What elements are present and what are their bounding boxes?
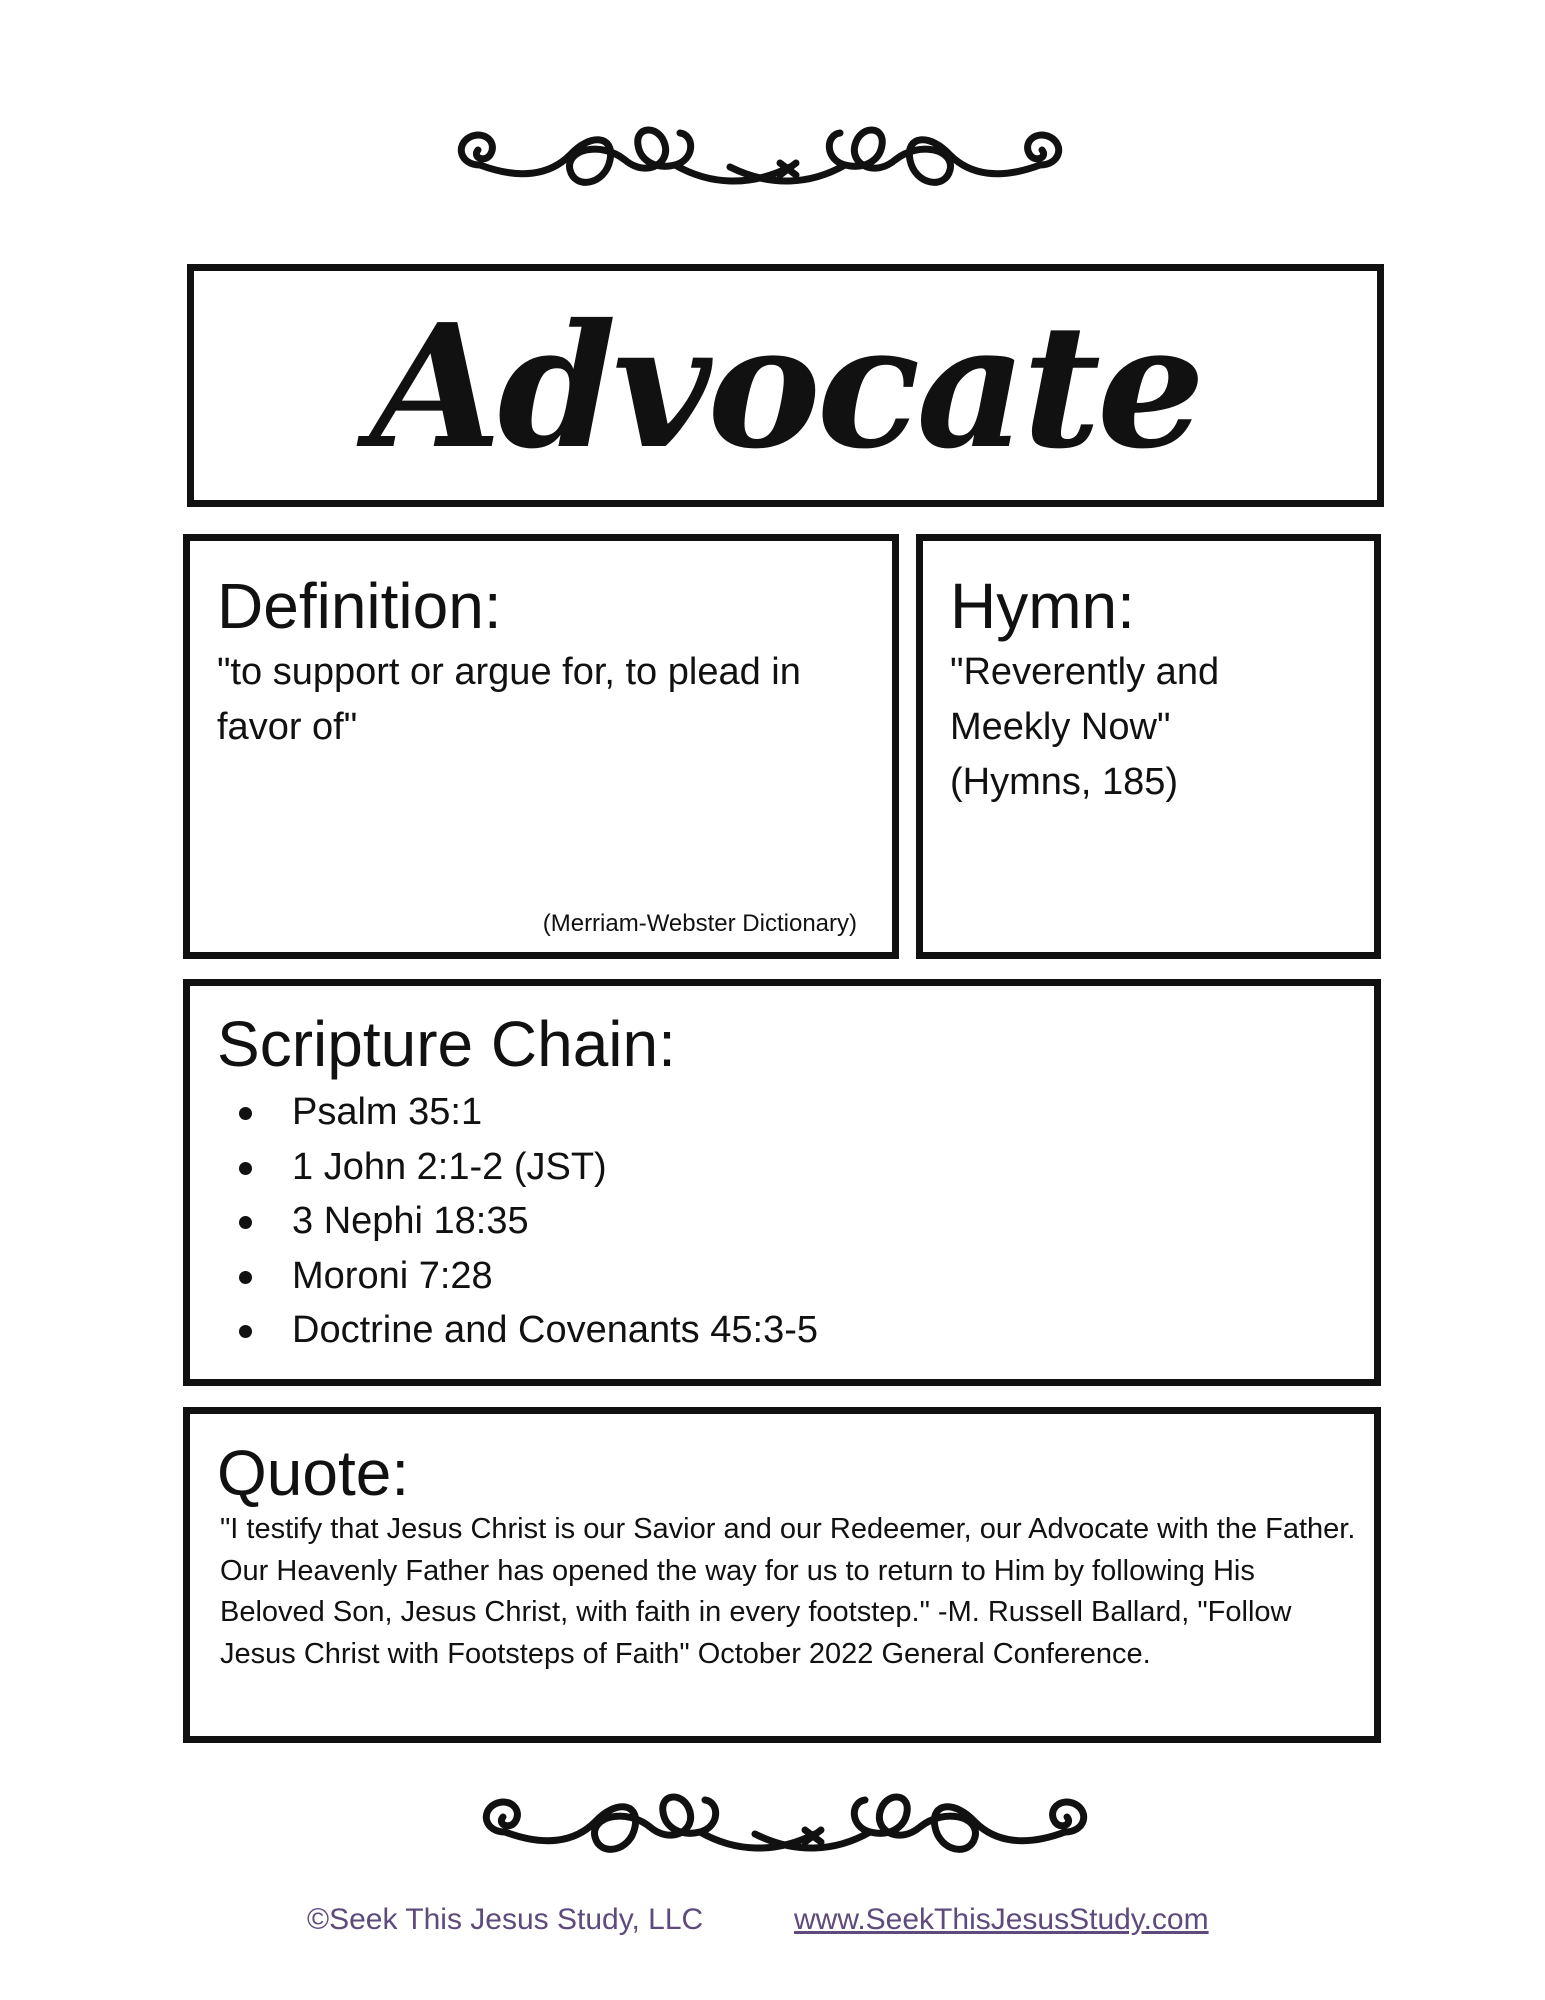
title-box	[187, 264, 1384, 507]
scripture-item: Moroni 7:28	[224, 1249, 818, 1304]
hymn-line: Meekly Now"	[950, 706, 1171, 748]
scripture-item: 3 Nephi 18:35	[224, 1194, 818, 1249]
bottom-swirl-flourish-icon	[465, 1772, 1105, 1882]
scripture-item: 1 John 2:1-2 (JST)	[224, 1140, 818, 1195]
scripture-chain-heading: Scripture Chain:	[217, 1008, 676, 1080]
hymn-line: "Reverently and	[950, 651, 1220, 693]
quote-box	[183, 1407, 1381, 1743]
hymn-heading: Hymn:	[950, 570, 1135, 642]
scripture-list	[224, 1085, 818, 1358]
hymn-text	[950, 645, 1350, 810]
quote-text: "I testify that Jesus Christ is our Savior and our Redeemer, our Advocate with the Father. Our Heavenly Father has opened the way for us to return to Him by following His Beloved Son, Jesus Christ, with faith in every footstep." -M. Russell Ballard, "Follow Jesus Christ with Footsteps of Faith" October 2022 General Conference.	[220, 1513, 1356, 1670]
definition-box	[183, 534, 899, 959]
definition-text: "to support or argue for, to plead in favor of"	[217, 651, 801, 748]
hymn-line: (Hymns, 185)	[950, 761, 1179, 803]
definition-heading: Definition:	[217, 570, 502, 642]
scripture-item: Psalm 35:1	[224, 1085, 818, 1140]
footer-copyright: ©Seek This Jesus Study, LLC	[307, 1903, 704, 1936]
quote-heading: Quote:	[217, 1437, 410, 1509]
definition-source: (Merriam-Webster Dictionary)	[542, 910, 857, 937]
scripture-chain-box	[183, 979, 1381, 1386]
footer-website-link[interactable]: www.SeekThisJesusStudy.com	[794, 1903, 1209, 1936]
scripture-item: Doctrine and Covenants 45:3-5	[224, 1303, 818, 1358]
hymn-box	[916, 534, 1381, 959]
page-title: Advocate	[369, 287, 1202, 487]
top-swirl-flourish-icon	[440, 105, 1080, 215]
